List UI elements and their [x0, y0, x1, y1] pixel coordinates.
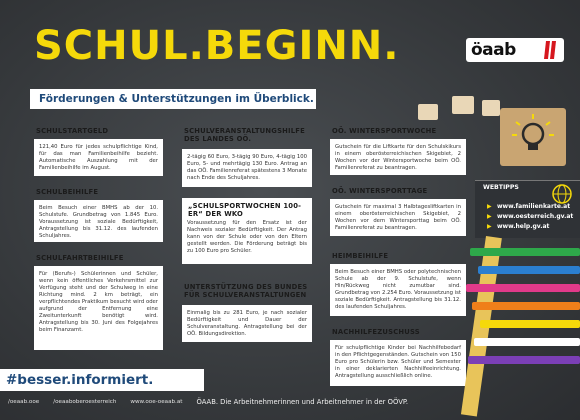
card-title-schulstartgeld: SCHULSTARTGELD [36, 127, 109, 135]
card-nachhilfezuschuss [330, 340, 466, 386]
card-schulsportwochen [182, 198, 312, 264]
card-body: Gutschein für die Liftkarte für den Schulskikurs in einem oberösterreichischen Skigebiet, 2 Wochen vor der Wintersportwoche beim OÖ. Familienreferat zu beantragen. [335, 144, 461, 172]
pencil-pink [466, 284, 580, 292]
hashtag: #besser.informiert. [6, 372, 154, 388]
logo-stripes-icon [542, 41, 560, 59]
card-title-wintersportwoche: OÖ. WINTERSPORTWOCHE [332, 127, 437, 135]
oeaab-logo [466, 38, 564, 62]
hashtag-banner [0, 369, 204, 391]
card-body: Beim Besuch einer BMHS oder polytechnischen Schule ab der 9. Schulstufe, wenn Hin/Rückweg nicht zumutbar sind. Grundbetrag von 2.254 Euro. Voraussetzung ist soziale Bedürftigkeit. Antragstellung bis 31.12. des laufenden Schuljahres. [335, 269, 462, 311]
card-title-schulbeihilfe: SCHULBEIHILFE [36, 188, 99, 196]
footer-tagline: ÖAAB. Die Arbeitnehmerinnen und Arbeitnehmer in der OÖVP. [196, 397, 409, 406]
pencil-orange [472, 302, 580, 310]
footer [0, 395, 580, 408]
card-wintersporttage [330, 199, 466, 236]
card-body: Beim Besuch einer BMHS ab der 10. Schulstufe. Grundbetrag von 1.845 Euro. Voraussetzung ist soziale Bedürftigkeit, Antragstellung bis 31.12. des laufenden Schuljahres. [39, 205, 158, 240]
page-title: SCHUL.BEGINN. [34, 23, 400, 69]
card-title-schulsportwochen: „SCHULSPORTWOCHEN 100-ER“ DER WKO [188, 202, 302, 219]
arrow-icon: ▶ [487, 223, 492, 230]
pencil-white [474, 338, 580, 346]
card-schulstartgeld [34, 139, 163, 176]
card-schulfahrtbeihilfe [34, 266, 163, 350]
card-body: Einmalig bis zu 281 Euro, je nach sozialer Bedürftigkeit und Dauer der Schulveranstaltung. Antragstellung bei der OÖ. Bildungsdirektion. [187, 310, 307, 338]
pencil-green [470, 248, 580, 256]
wood-cube [482, 100, 500, 116]
card-title-schulfahrtbeihilfe: SCHULFAHRTBEIHILFE [36, 254, 124, 262]
card-schulbeihilfe [34, 200, 163, 242]
arrow-icon: ▶ [487, 203, 492, 210]
card-body: Voraussetzung für den Ersatz ist der Nachweis sozialer Bedürftigkeit. Der Antrag kann von der Schule oder von den Eltern gestellt werden. Die Förderung beträgt bis zu 100 Euro pro Schüler. [187, 220, 307, 255]
pencil-yellow [480, 320, 580, 328]
card-title-nachhilfezuschuss: NACHHILFEZUSCHUSS [332, 328, 420, 336]
website-link[interactable]: www.ooe-oeaab.at [130, 398, 183, 405]
weblink-oesterreich[interactable]: www.oesterreich.gv.at [497, 213, 574, 220]
weblink-help[interactable]: www.help.gv.at [497, 223, 550, 230]
card-heimbeihilfe [330, 264, 466, 316]
pencil-blue [478, 266, 580, 274]
webtipps-title: WEBTIPPS [483, 184, 519, 191]
facebook-link[interactable]: /oeaab.ooe [8, 398, 40, 405]
card-title-heimbeihilfe: HEIMBEIHILFE [332, 252, 389, 260]
card-body: 121,40 Euro für jedes schulpflichtige Kind, für das man Familienbeihilfe bezieht. Automatische Auszahlung mit der Familienbeihilfe im August. [39, 144, 158, 172]
instagram-link[interactable]: /oeaaboberoesterreich [53, 398, 117, 405]
arrow-icon: ▶ [487, 213, 492, 220]
subtitle: Förderungen & Unterstützungen im Überblick. [39, 93, 314, 105]
card-wintersportwoche [330, 139, 466, 175]
logo-text: öaab [471, 40, 516, 60]
webtipps-panel [475, 180, 580, 238]
card-unterstuetzung-bund [182, 305, 312, 342]
card-title-wintersporttage: OÖ. WINTERSPORTTAGE [332, 187, 428, 195]
card-title-unterstuetzung-bund: UNTERSTÜTZUNG DES BUNDES FÜR SCHULVERANSTALTUNGEN [184, 283, 308, 300]
light-bulb-icon [500, 108, 566, 166]
card-body: Gutschein für maximal 3 Halbtagesliftkarten in einem oberösterreichischen Skigebiet, 2 Wochen vor dem Wintersporttag beim OÖ. Familienreferat zu beantragen. [335, 204, 461, 232]
card-title-schulveranstaltungshilfe: SCHULVERANSTALTUNGSHILFE DES LANDES OÖ. [184, 127, 305, 144]
subtitle-bar [30, 89, 316, 109]
weblink-familienkarte[interactable]: www.familienkarte.at [497, 203, 571, 210]
card-body: Für schulpflichtige Kinder bei Nachhilfebedarf in den Pflichtgegenständen. Gutschein von 150 Euro pro Schülerin bzw. Schüler und Semester in einer deklarierten Nachhilfeeinrichtung. Antragstellung ausschließlich online. [335, 345, 461, 380]
card-body: Für (Berufs-) Schülerinnen und Schüler, wenn kein öffentliches Verkehrsmittel zur Verfügung steht und der Schulweg in eine Richtung mind. 2 km beträgt, ein verpflichtendes Praktikum besucht wird oder aufgrund der Entfernung eine Zweitunterkunft benötigt wird. Antragstellung bis 30. Juni des Folgejahres beim Finanzamt. [39, 271, 158, 334]
globe-icon [551, 183, 573, 205]
card-body: 2-tägig 60 Euro, 3-tägig 90 Euro, 4-tägig 100 Euro, 5- und mehrtägig 130 Euro. Antrag an das OÖ. Familienreferat spätestens 3 Monate nach Ende des Schuljahres. [187, 154, 307, 182]
wood-cube [452, 96, 474, 114]
card-schulveranstaltungshilfe [182, 149, 312, 187]
wood-cube [418, 104, 438, 120]
light-bulb-block [500, 108, 566, 166]
pencil-purple [468, 356, 580, 364]
